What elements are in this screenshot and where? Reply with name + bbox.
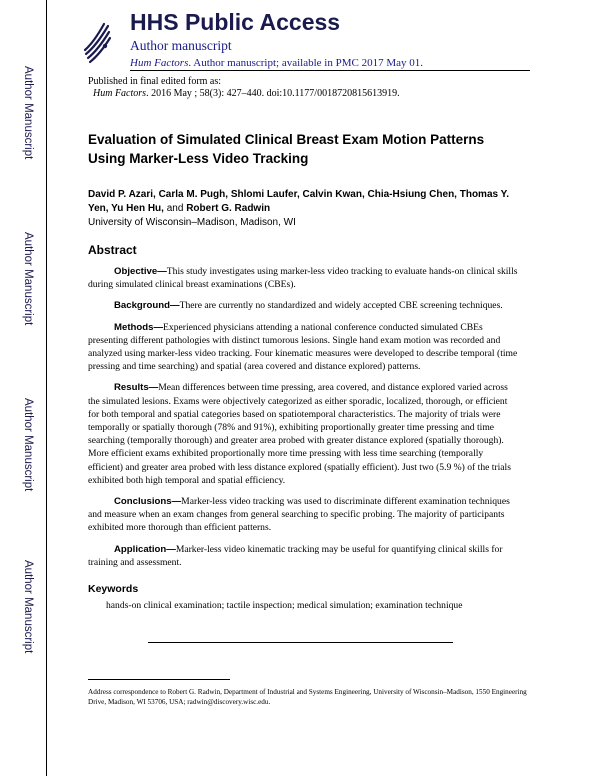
abstract-methods (88, 321, 518, 374)
keywords-list: hands-on clinical examination; tactile inspection; medical simulation; examination technique (106, 600, 463, 612)
abstract-objective (88, 265, 518, 291)
section-text: This study investigates using marker-less video tracking to evaluate hands-on clinical skills during simulated clinical breast examinations (CBEs). (88, 266, 518, 291)
authors-main: David P. Azari, Carla M. Pugh, Shlomi Laufer, Calvin Kwan, Chia-Hsiung Chen, Thomas Y. Yen, Yu Hen Hu, (88, 189, 510, 214)
article-body (88, 76, 518, 612)
published-journal: Hum Factors (93, 88, 147, 99)
affiliation: University of Wisconsin–Madison, Madison, WI (88, 217, 296, 228)
side-label: Author Manuscript (22, 232, 34, 326)
availability-line (130, 56, 423, 70)
section-label: Background— (114, 300, 180, 312)
title-line: Using Marker-Less Video Tracking (88, 151, 309, 166)
hhs-title: HHS Public Access (130, 9, 341, 35)
author-manuscript-sidebar (0, 0, 48, 776)
abstract-background (88, 299, 518, 312)
abstract-application (88, 543, 518, 569)
section-text: Marker-less video tracking was used to discriminate different examination techniques and measure when an exam changes from general searching to specific probing. The majority of participants exhibited more thorough than efficient patterns. (88, 496, 510, 534)
keywords-heading: Keywords (88, 583, 139, 596)
header-rule (130, 70, 530, 71)
manuscript-label: Author manuscript (130, 38, 232, 53)
published-citation (88, 88, 518, 100)
published-citation-rest: . 2016 May ; 58(3): 427–440. doi:10.1177/0018720815613919. (146, 88, 400, 99)
side-label: Author Manuscript (22, 66, 34, 160)
section-label: Objective— (114, 266, 167, 277)
availability-text: . Author manuscript; available in PMC 2017 May 01. (188, 57, 424, 69)
abstract-heading: Abstract (88, 243, 137, 257)
section-label: Application— (114, 543, 176, 555)
section-label: Methods— (114, 321, 164, 333)
section-text: Experienced physicians attending a national conference conducted simulated CBEs presenting different pathologies with distinct tumorous lesions. Single hand exam motion was recorded and analyzed using marker-less video tracking. Four kinematic measures were developed to describe temporal (time pressing and time searching) and spatial (area covered and distance explored) patterns. (88, 321, 518, 373)
journal-name: Hum Factors (130, 57, 189, 69)
authors-and: and (166, 203, 184, 214)
title-line: Evaluation of Simulated Clinical Breast Exam Motion Patterns (88, 132, 485, 147)
abstract-conclusions (88, 495, 518, 535)
published-note: Published in final edited form as: (88, 76, 222, 87)
author-list (88, 188, 518, 216)
side-label: Author Manuscript (22, 398, 34, 492)
authors-last: Robert G. Radwin (186, 203, 271, 214)
hhs-eagle-logo-icon (82, 20, 112, 66)
keywords-rule (148, 642, 453, 643)
side-label: Author Manuscript (22, 560, 34, 654)
section-text: Marker-less video kinematic tracking may be useful for quantifying clinical skills for training and assessment. (88, 543, 503, 568)
correspondence-footnote: Address correspondence to Robert G. Radwin, Department of Industrial and Systems Engineering, University of Wisconsin–Madison, 1550 Engineering Drive, Madison, WI 53706, USA; radwin@discovery.wisc.edu. (88, 688, 527, 706)
section-label: Results— (114, 382, 159, 394)
section-text: Mean differences between time pressing, area covered, and distance explored varied across the simulated lesions. Exams were objectively categorized as either sporadic, localized, thorough, or efficient for both temporal and spatial categories based on spatiotemporal characteristics. The majority of trials were temporally or spatially thorough (78% and 91%), exhibiting proportionally greater time pressing and time searching (temporally thorough) and greater area probed with greater distance explored (spatially thorough). More efficient exams exhibited proportionally more time pressing with less time searching (temporally efficient) and greater area probed with less distance explored (spatially efficient). Just two (5.9 %) of the trials exhibited both high temporal and spatial efficiency. (88, 382, 511, 486)
abstract-results (88, 381, 518, 487)
sidebar-divider (46, 0, 47, 776)
paper-title (88, 130, 518, 168)
section-label: Conclusions— (114, 496, 182, 508)
section-text: There are currently no standardized and widely accepted CBE screening techniques. (179, 300, 503, 312)
footnote-rule (88, 679, 230, 680)
